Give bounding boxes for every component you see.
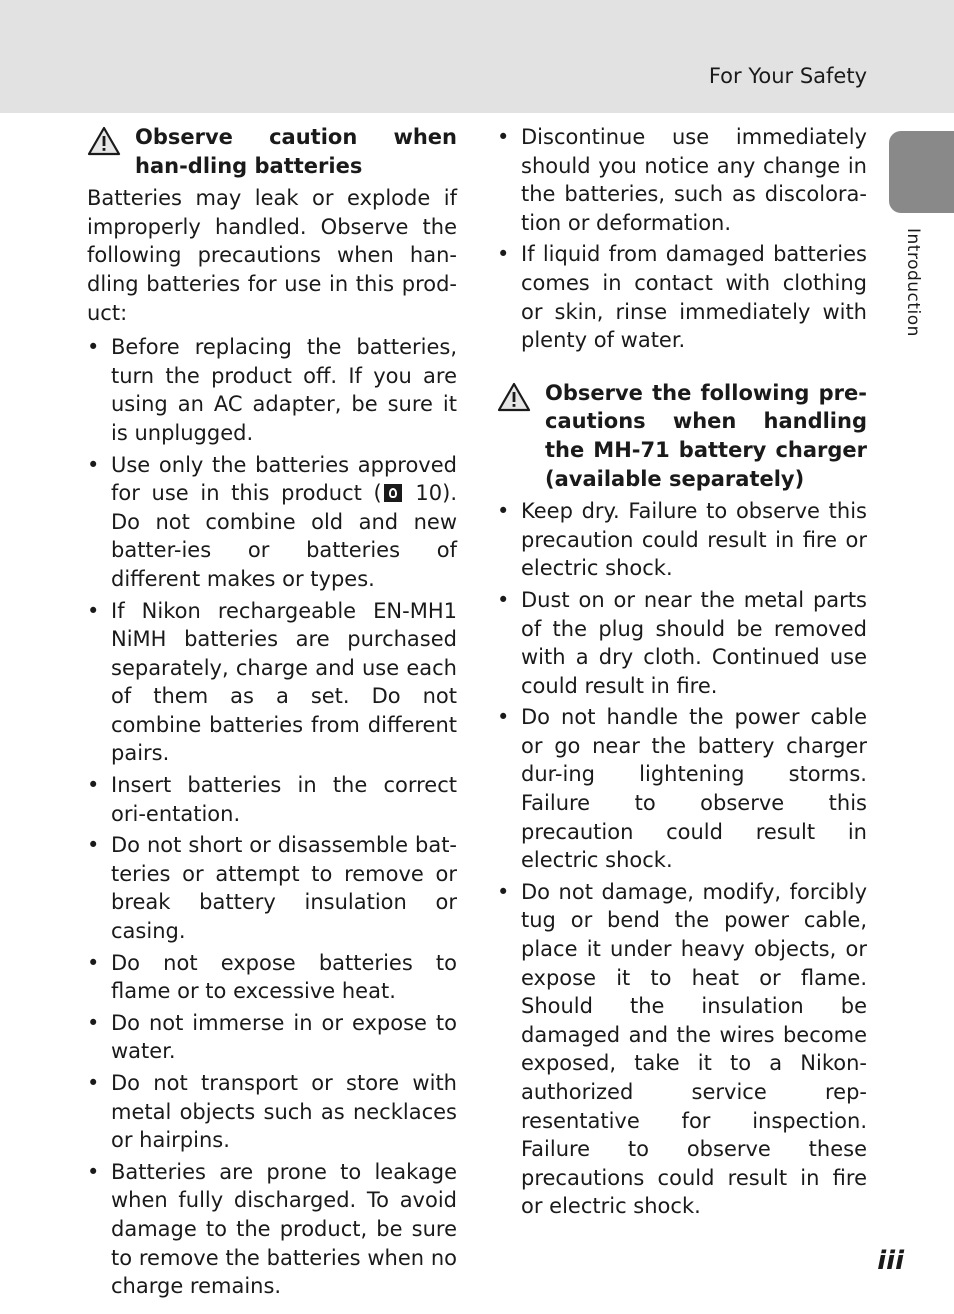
section-tab xyxy=(889,131,954,213)
warning-triangle-icon xyxy=(87,126,121,156)
warning-heading-batteries xyxy=(87,123,457,180)
list-item: • If Nikon rechargeable EN-MH1 NiMH batteries are purchased separately, charge and use each of them as a set. Do not combine batteries from different pairs. xyxy=(87,598,457,766)
list-item: • Use only the batteries approved for use in this product ( 10). Do not combine old and new batter-ies or batteries of different makes or types. xyxy=(87,452,457,591)
battery-precautions-continued-list xyxy=(497,123,867,355)
list-item: • Discontinue use immediately should you notice any change in the batteries, such as discolora-tion or deformation. xyxy=(497,125,867,235)
list-item: • Do not short or disassemble bat-teries or attempt to remove or break battery insulation or casing. xyxy=(87,833,457,944)
list-item: • Do not expose batteries to flame or to excessive heat. xyxy=(87,950,457,1004)
list-item: • Do not handle the power cable or go near the battery charger dur-ing lightening storms. Failure to observe this precaution could result in electric shock. xyxy=(497,705,867,873)
list-item: • Batteries are prone to leakage when fully discharged. To avoid damage to the product, be sure to remove the batteries when no charge remains. xyxy=(87,1159,457,1299)
battery-precautions-list xyxy=(87,333,457,1301)
page-number: iii xyxy=(877,1246,904,1276)
header-band xyxy=(0,0,954,113)
heading-text: Observe caution when han-dling batteries xyxy=(135,125,457,178)
list-item: • If liquid from damaged batteries comes in contact with clothing or skin, rinse immediately with plenty of water. xyxy=(497,242,867,353)
section-tab-label: Introduction xyxy=(903,228,923,337)
warning-heading-charger xyxy=(497,379,867,493)
page-reference-icon xyxy=(384,484,402,502)
warning-triangle-icon xyxy=(497,382,531,412)
list-item: • Keep dry. Failure to observe this precaution could result in fire or electric shock. xyxy=(497,499,867,581)
list-item: • Do not damage, modify, forcibly tug or bend the power cable, place it under heavy objects, or expose it to heat or flame. Should the insulation be damaged and the wires become exposed, take it to a Nikon-authorized service rep-resentative for inspection. Failure to observe these precautions could result in fire or electric shock. xyxy=(497,879,867,1219)
list-item: • Do not immerse in or expose to water. xyxy=(87,1010,457,1064)
list-item: • Do not transport or store with metal objects such as necklaces or hairpins. xyxy=(87,1071,457,1153)
heading-text: Observe the following pre-cautions when handling the MH-71 battery charger (available separately) xyxy=(545,380,867,491)
intro-paragraph: Batteries may leak or explode if improperly handled. Observe the following precautions when han-dling batteries for use in this prod-uct: xyxy=(87,186,457,325)
running-head: For Your Safety xyxy=(708,64,867,88)
charger-precautions-list xyxy=(497,497,867,1221)
list-item: • Before replacing the batteries, turn the product off. If you are using an AC adapter, be sure it is unplugged. xyxy=(87,335,457,445)
left-column xyxy=(87,123,457,1304)
right-column xyxy=(497,123,867,1224)
list-item: • Insert batteries in the correct ori-entation. xyxy=(87,773,457,826)
list-item: • Dust on or near the metal parts of the plug should be removed with a dry cloth. Continued use could result in fire. xyxy=(497,587,867,698)
